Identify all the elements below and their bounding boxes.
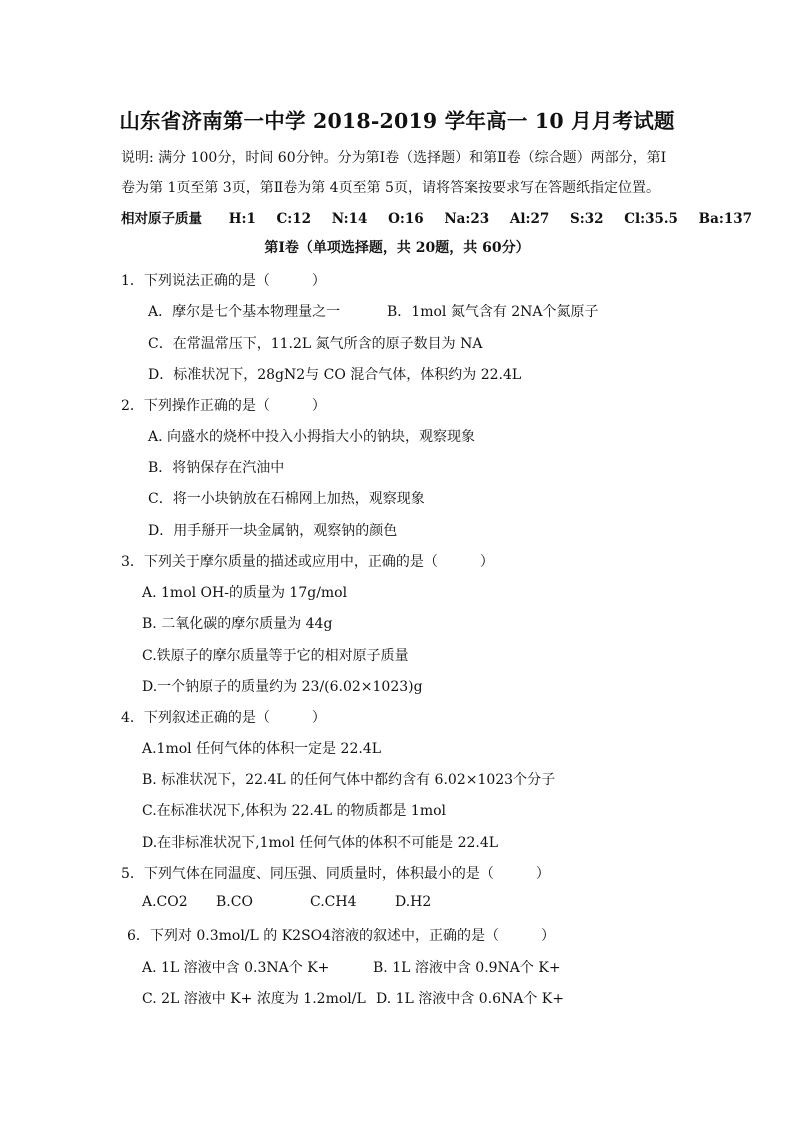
atomic-mass-item: N:14 <box>331 211 368 227</box>
atomic-mass-line <box>121 207 752 227</box>
atomic-mass-label: 相对原子质量 <box>121 211 202 227</box>
atomic-mass-item: Na:23 <box>444 211 490 227</box>
question-1-option-c: C．在常温常压下，11.2L 氮气所含的原子数目为 NA <box>148 336 483 352</box>
section-title: 第Ⅰ卷（单项选择题，共 20题，共 60分） <box>264 240 530 256</box>
question-1-option-a: A．摩尔是七个基本物理量之一 <box>148 304 341 320</box>
question-1-option-b: B．1mol 氮气含有 2NA个氮原子 <box>387 304 599 320</box>
atomic-mass-item: Ba:137 <box>698 211 752 227</box>
question-2-option-c: C．将一小块钠放在石棉网上加热，观察现象 <box>148 491 425 507</box>
question-5-option-a: A.CO2 <box>142 894 188 910</box>
atomic-mass-item: O:16 <box>388 211 424 227</box>
atomic-mass-item: C:12 <box>276 211 312 227</box>
question-2-option-d: D．用手掰开一块金属钠，观察钠的颜色 <box>148 523 398 539</box>
question-6-option-b: B. 1L 溶液中含 0.9NA个 K+ <box>373 960 561 976</box>
question-4-option-b: B. 标准状况下，22.4L 的任何气体中都约含有 6.02×1023个分子 <box>142 772 556 788</box>
question-6-option-a: A. 1L 溶液中含 0.3NA个 K+ <box>142 960 330 976</box>
atomic-mass-item: H:1 <box>228 211 256 227</box>
question-2-option-b: B．将钠保存在汽油中 <box>148 460 285 476</box>
question-2-stem: 2．下列操作正确的是（ ） <box>121 398 326 414</box>
atomic-mass-item: Cl:35.5 <box>624 211 678 227</box>
question-2-option-a: A. 向盛水的烧杯中投入小拇指大小的钠块，观察现象 <box>148 429 476 445</box>
question-4-option-d: D.在非标准状况下,1mol 任何气体的体积不可能是 22.4L <box>142 835 499 851</box>
question-5-option-b: B.CO <box>216 894 253 910</box>
question-3-option-b: B. 二氧化碳的摩尔质量为 44g <box>142 616 333 632</box>
question-1-stem: 1．下列说法正确的是（ ） <box>121 273 326 289</box>
atomic-mass-item: S:32 <box>569 211 604 227</box>
question-6-option-c: C. 2L 溶液中 K+ 浓度为 1.2mol/L <box>142 991 366 1007</box>
question-4-option-c: C.在标准状况下,体积为 22.4L 的物质都是 1mol <box>142 803 447 819</box>
intro-line-1: 说明: 满分 100分，时间 60分钟。分为第Ⅰ卷（选择题）和第Ⅱ卷（综合题）两部分，第Ⅰ <box>121 150 667 166</box>
question-5-option-c: C.CH4 <box>310 894 357 910</box>
intro-line-2: 卷为第 1页至第 3页，第Ⅱ卷为第 4页至第 5页，请将答案按要求写在答题纸指定位置。 <box>121 180 660 196</box>
question-3-option-a: A. 1mol OH-的质量为 17g/mol <box>142 585 348 601</box>
question-3-option-c: C.铁原子的摩尔质量等于它的相对原子质量 <box>142 648 409 664</box>
question-5-option-d: D.H2 <box>395 894 432 910</box>
atomic-mass-item: Al:27 <box>509 211 550 227</box>
question-4-option-a: A.1mol 任何气体的体积一定是 22.4L <box>142 741 382 757</box>
question-4-stem: 4．下列叙述正确的是（ ） <box>121 710 326 726</box>
question-5-stem: 5．下列气体在同温度、同压强、同质量时，体积最小的是（ ） <box>121 866 550 882</box>
question-3-stem: 3．下列关于摩尔质量的描述或应用中，正确的是（ ） <box>121 554 494 570</box>
question-1-option-d: D．标准状况下，28gN2与 CO 混合气体，体积约为 22.4L <box>148 367 522 383</box>
question-6-stem: 6．下列对 0.3mol/L 的 K2SO4溶液的叙述中，正确的是（ ） <box>127 928 556 944</box>
question-6-option-d: D. 1L 溶液中含 0.6NA个 K+ <box>376 991 564 1007</box>
question-3-option-d: D.一个钠原子的质量约为 23/(6.02×1023)g <box>142 679 423 695</box>
exam-title: 山东省济南第一中学 2018-2019 学年高一 10 月月考试题 <box>119 109 675 133</box>
